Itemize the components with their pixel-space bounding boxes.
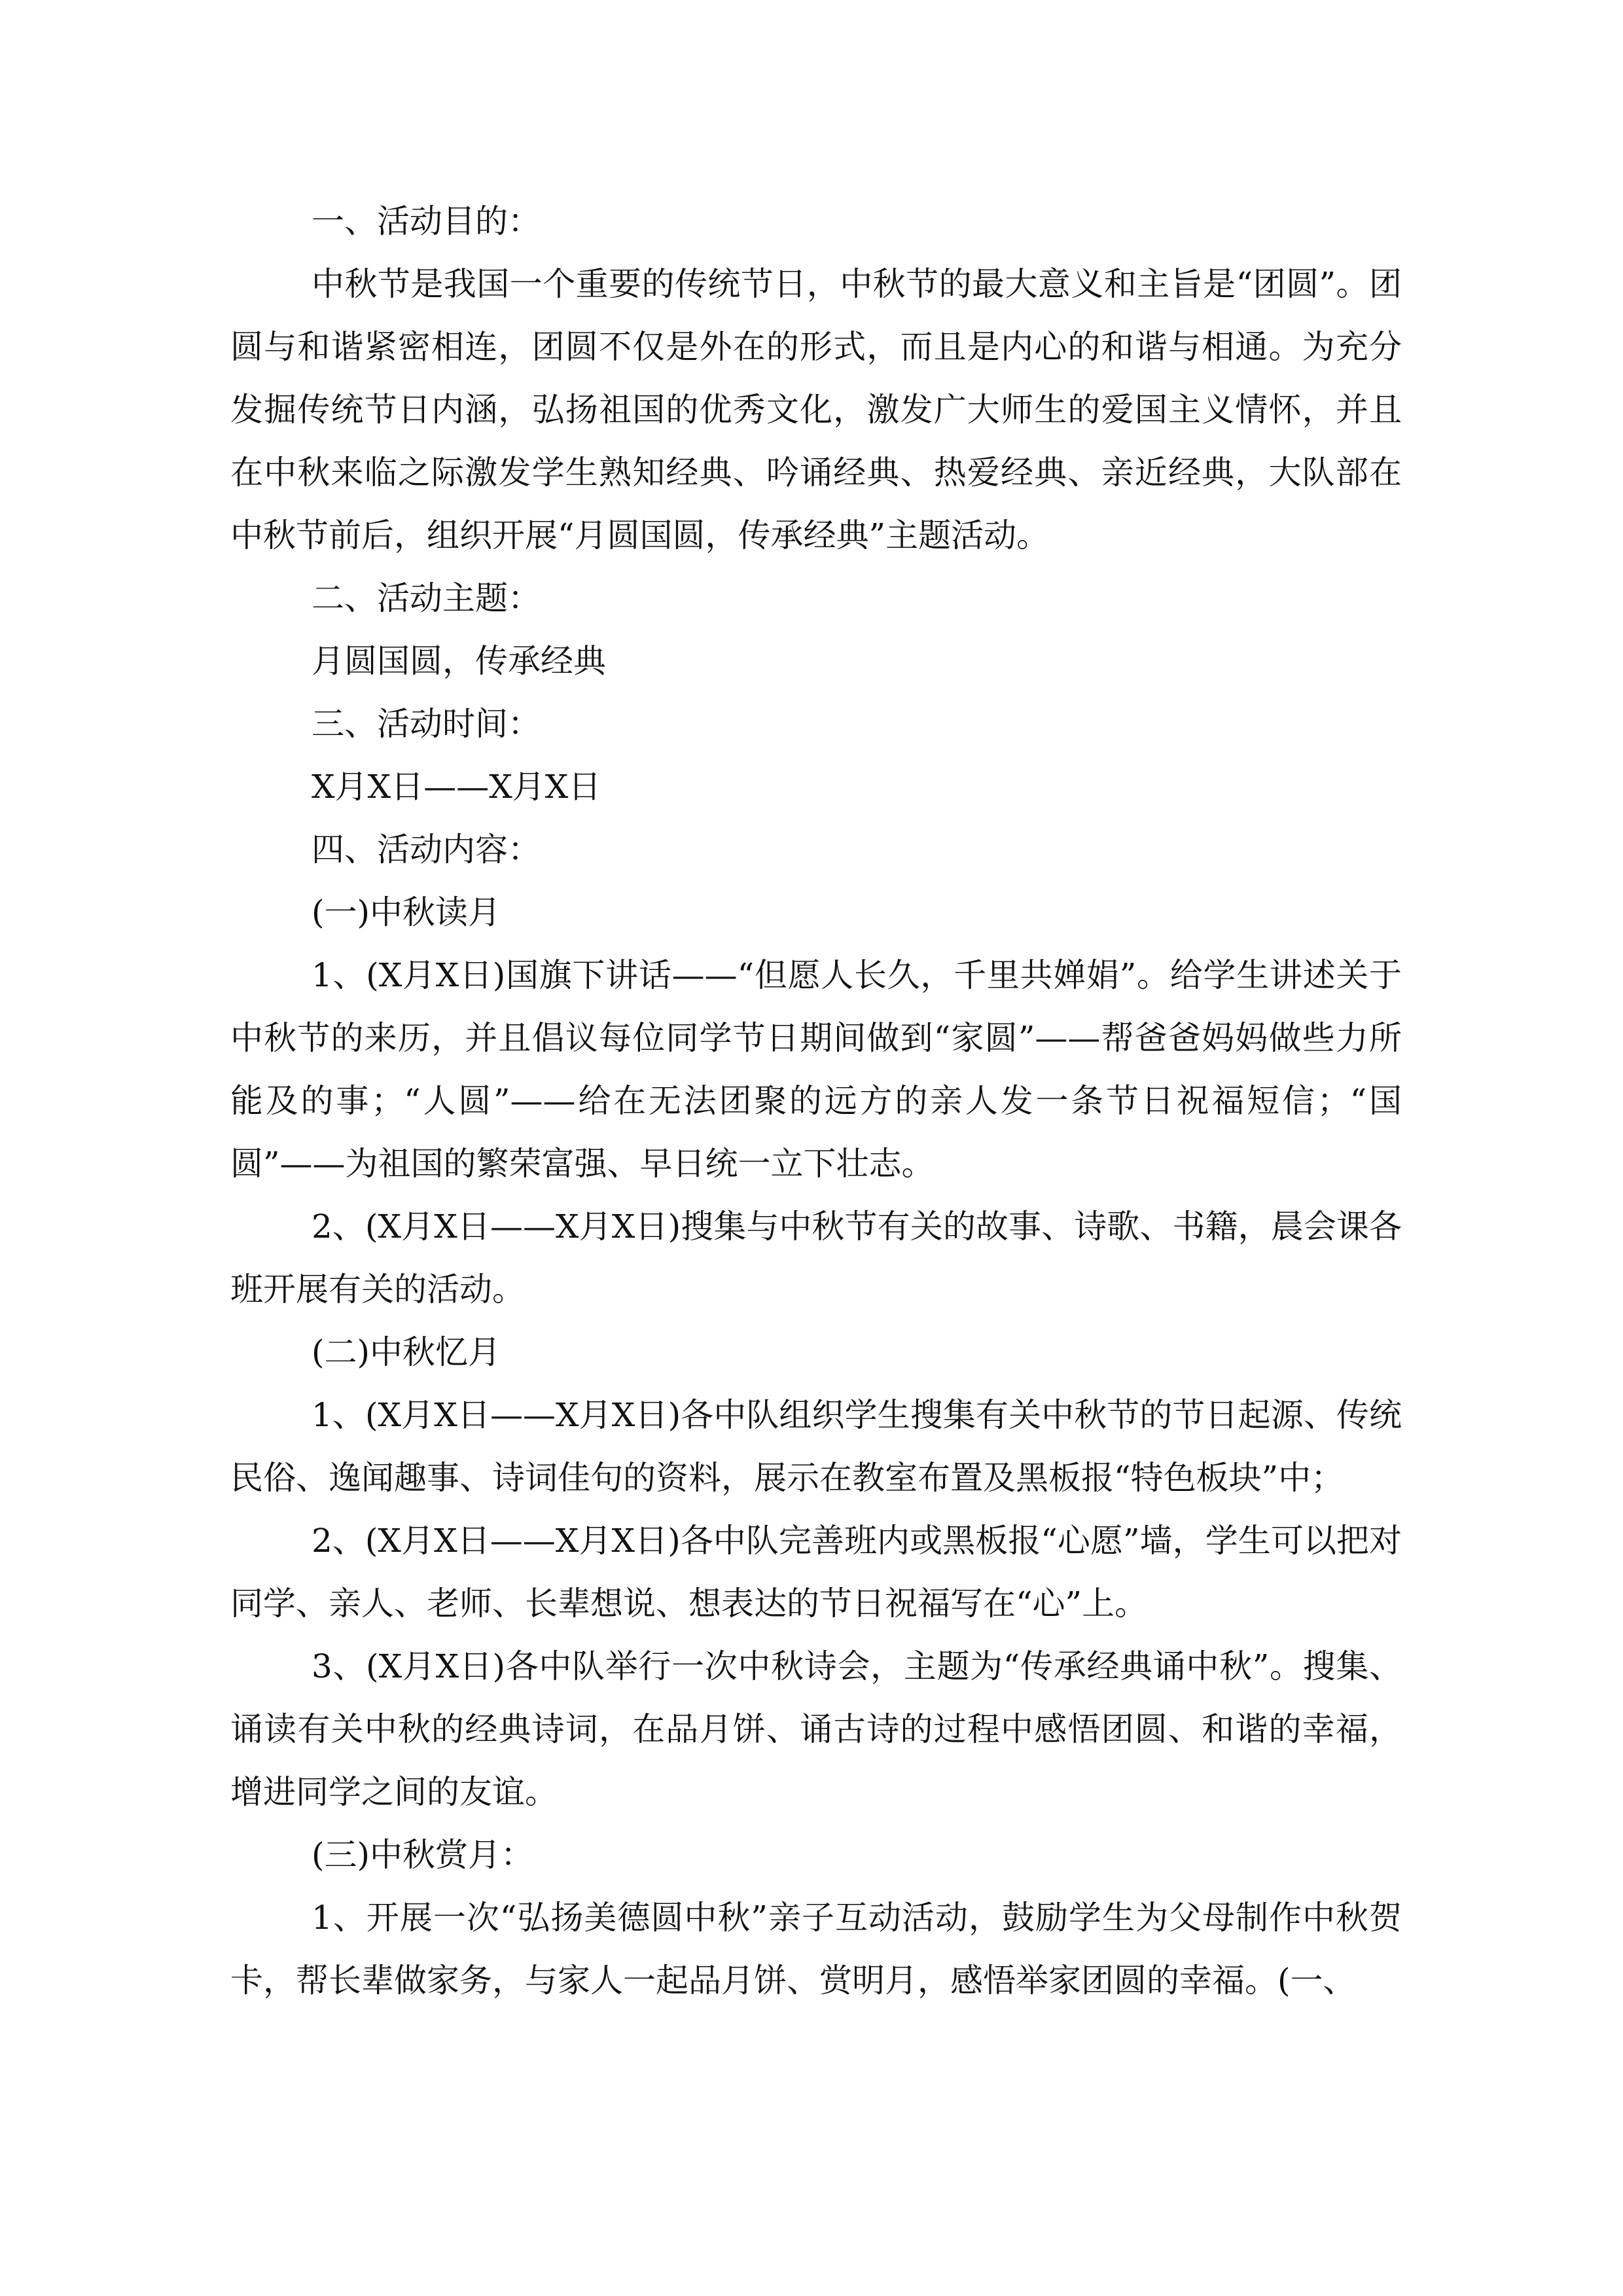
paragraph-reading-2: 2、(X月X日——X月X日)搜集与中秋节有关的故事、诗歌、书籍，晨会课各班开展有关的活动。	[230, 1208, 1402, 1308]
paragraph-remembering-2: 2、(X月X日——X月X日)各中队完善班内或黑板报“心愿”墙，学生可以把对同学、亲人、老师、长辈想说、想表达的节日祝福写在“心”上。	[230, 1522, 1402, 1623]
paragraph-theme: 月圆国圆，传承经典	[312, 642, 606, 680]
paragraph-remembering-1: 1、(X月X日——X月X日)各中队组织学生搜集有关中秋节的节日起源、传统民俗、逸闻趣事、诗词佳句的资料，展示在教室布置及黑板报“特色板块”中；	[230, 1396, 1402, 1497]
paragraph-reading-1: 1、(X月X日)国旗下讲话——“但愿人长久，千里共婵娟”。给学生讲述关于中秋节的来历，并且倡议每位同学节日期间做到“家圆”——帮爸爸妈妈做些力所能及的事；“人圆”——给在无法团聚的远方的亲人发一条节日祝福短信；“国圆”——为祖国的繁荣富强、早日统一立下壮志。	[230, 956, 1402, 1183]
paragraph-purpose: 中秋节是我国一个重要的传统节日，中秋节的最大意义和主旨是“团圆”。团圆与和谐紧密相连，团圆不仅是外在的形式，而且是内心的和谐与相通。为充分发掘传统节日内涵，弘扬祖国的优秀文化，激发广大师生的爱国主义情怀，并且在中秋来临之际激发学生熟知经典、吟诵经典、热爱经典、亲近经典，大队部在中秋节前后，组织开展“月圆国圆，传承经典”主题活动。	[230, 265, 1402, 554]
paragraph-time: X月X日——X月X日	[312, 768, 601, 806]
paragraph-admiring-1: 1、开展一次“弘扬美德圆中秋”亲子互动活动，鼓励学生为父母制作中秋贺卡，帮长辈做家务，与家人一起品月饼、赏明月，感悟举家团圆的幸福。(一、	[230, 1899, 1402, 2000]
subheading-remembering-moon: (二)中秋忆月	[312, 1333, 501, 1371]
paragraph-remembering-3: 3、(X月X日)各中队举行一次中秋诗会，主题为“传承经典诵中秋”。搜集、诵读有关中秋的经典诗词，在品月饼、诵古诗的过程中感悟团圆、和谐的幸福，增进同学之间的友谊。	[230, 1647, 1402, 1811]
subheading-admiring-moon: (三)中秋赏月：	[312, 1836, 534, 1874]
heading-theme: 二、活动主题：	[312, 579, 541, 617]
heading-time: 三、活动时间：	[312, 705, 541, 743]
heading-purpose: 一、活动目的：	[312, 202, 541, 240]
subheading-reading-moon: (一)中秋读月	[312, 893, 501, 931]
document-body	[230, 190, 1402, 2012]
heading-content: 四、活动内容：	[312, 831, 541, 869]
